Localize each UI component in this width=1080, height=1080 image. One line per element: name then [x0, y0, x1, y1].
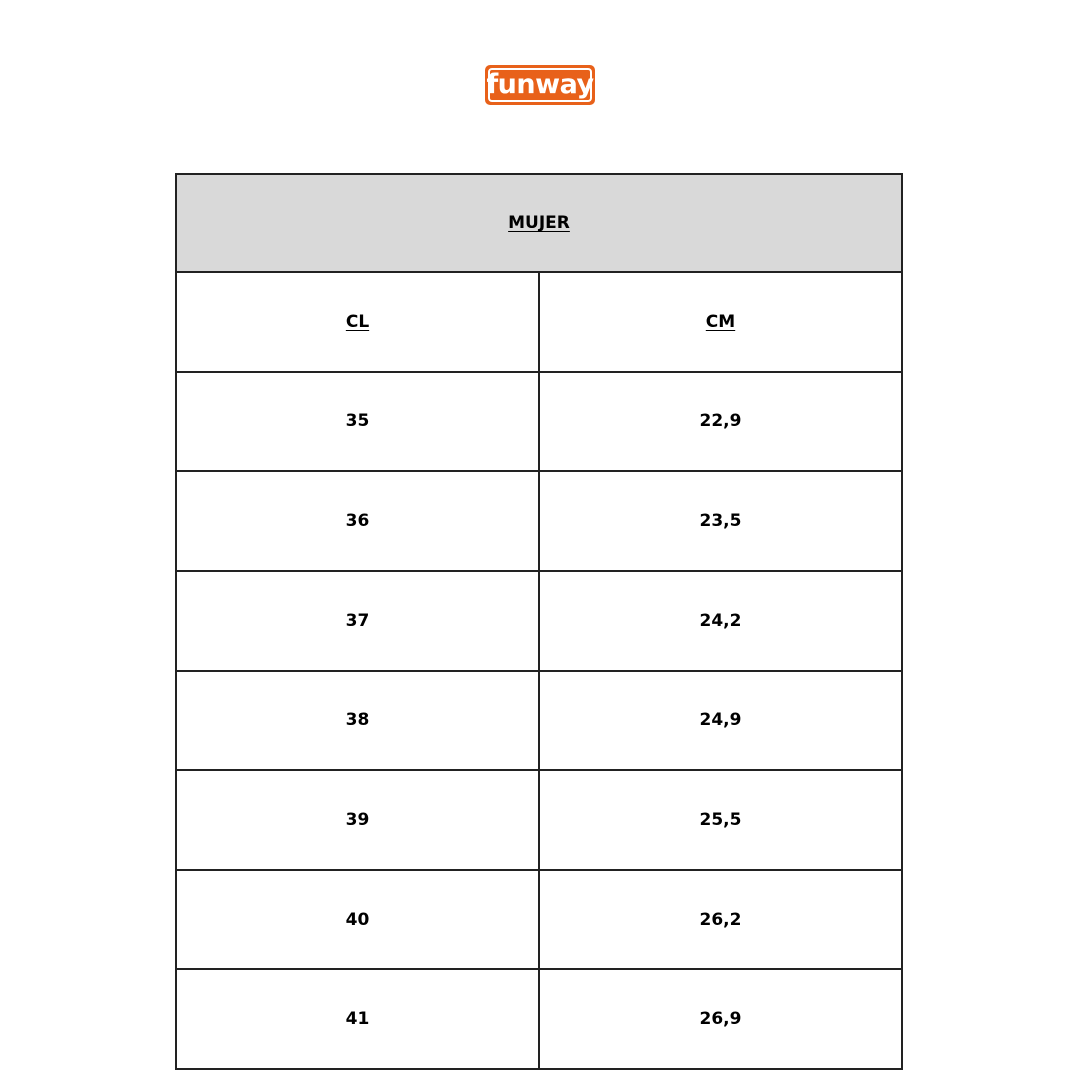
table-row: [176, 571, 902, 671]
table-row: [176, 770, 902, 870]
logo-text: funway: [486, 69, 594, 100]
size-chart-table: [175, 173, 903, 1070]
table-row: [176, 372, 902, 472]
table-row: [176, 471, 902, 571]
cl-cell: 41: [176, 969, 539, 1069]
cm-cell: 22,9: [539, 372, 902, 472]
table-row: [176, 969, 902, 1069]
cm-cell: 23,5: [539, 471, 902, 571]
cl-cell: 37: [176, 571, 539, 671]
table-row: [176, 671, 902, 771]
column-header-row: [176, 272, 902, 372]
column-header-cl: [176, 272, 539, 372]
column-header-label: CM: [705, 311, 736, 332]
logo-graphic: [484, 64, 596, 106]
cl-cell: 35: [176, 372, 539, 472]
group-header-label: MUJER: [508, 213, 570, 233]
table-row: [176, 870, 902, 970]
cl-cell: 38: [176, 671, 539, 771]
cm-cell: 24,2: [539, 571, 902, 671]
group-header-row: [176, 174, 902, 272]
group-header-cell: [176, 174, 902, 272]
cm-cell: 26,9: [539, 969, 902, 1069]
cm-cell: 24,9: [539, 671, 902, 771]
column-header-cm: [539, 272, 902, 372]
cm-cell: 26,2: [539, 870, 902, 970]
cl-cell: 40: [176, 870, 539, 970]
cl-cell: 39: [176, 770, 539, 870]
cm-cell: 25,5: [539, 770, 902, 870]
funway-logo: [484, 64, 596, 106]
cl-cell: 36: [176, 471, 539, 571]
column-header-label: CL: [345, 311, 370, 332]
